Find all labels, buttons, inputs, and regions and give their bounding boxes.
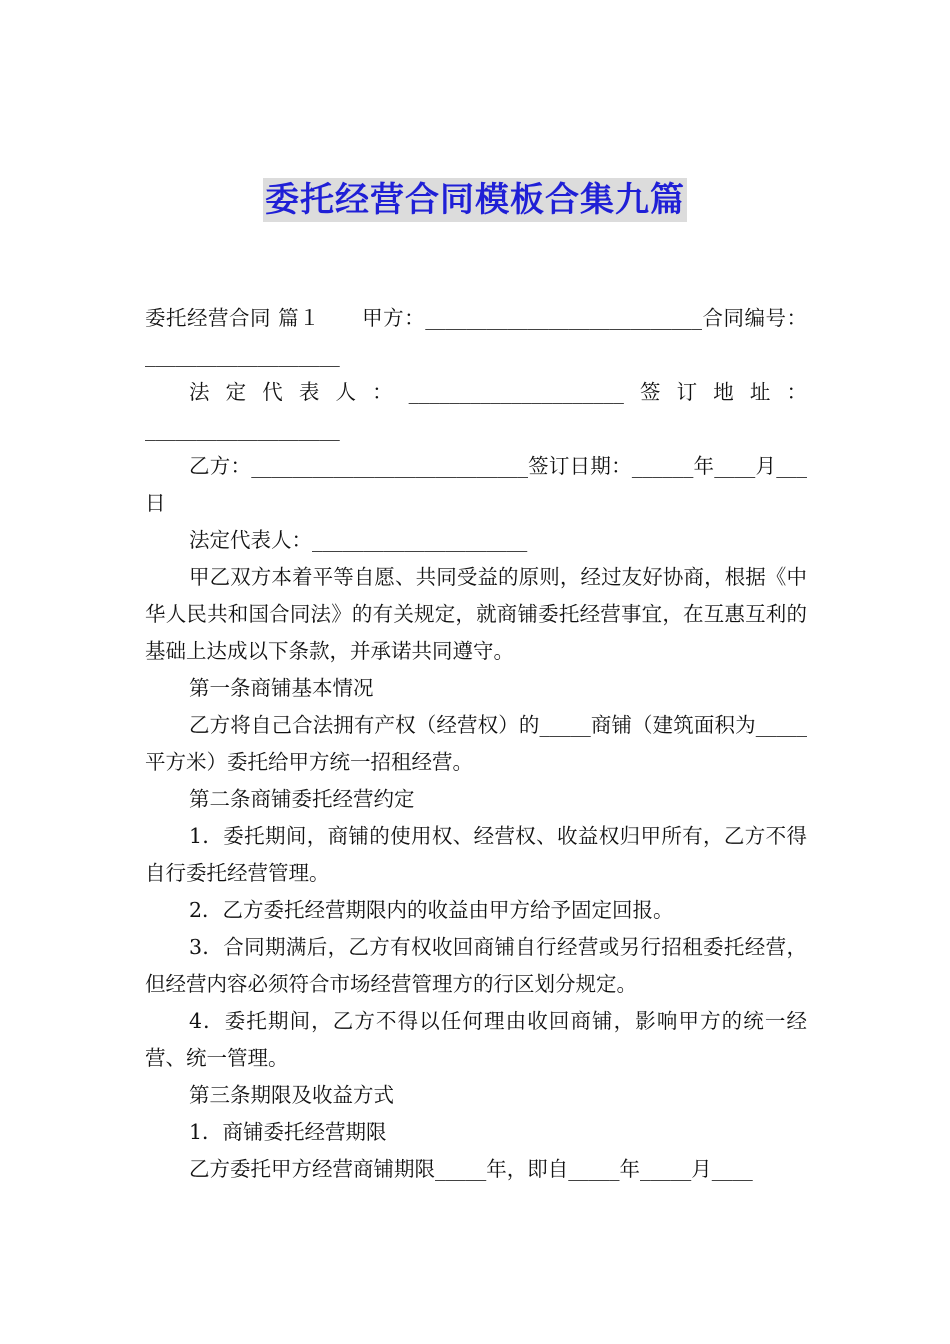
paragraph-party-b: 乙方：___________________________签订日期：______年____月___日	[145, 454, 807, 515]
heading-article-3: 第三条期限及收益方式	[189, 1083, 394, 1107]
paragraph-legal-rep-a: 法定代表人：_____________________签订地址：___________________	[145, 380, 807, 441]
paragraph-article-3-term: 乙方委托甲方经营商铺期限_____年，即自_____年_____月____	[189, 1157, 753, 1181]
heading-article-2: 第二条商铺委托经营约定	[189, 787, 415, 811]
paragraph-article-2-item-3: 3．合同期满后，乙方有权收回商铺自行经营或另行招租委托经营，但经营内容必须符合市场经营管理方的行区划分规定。	[145, 935, 807, 996]
title-container	[0, 178, 950, 222]
document-title: 委托经营合同模板合集九篇	[265, 180, 685, 220]
paragraph-article-2-item-2: 2．乙方委托经营期限内的收益由甲方给予固定回报。	[189, 898, 674, 922]
document-body	[145, 300, 807, 1188]
paragraph-legal-rep-b: 法定代表人：_____________________	[189, 528, 528, 552]
heading-article-1: 第一条商铺基本情况	[189, 676, 374, 700]
paragraph-article-3-item-1: 1．商铺委托经营期限	[189, 1120, 387, 1144]
paragraph-article-1-body: 乙方将自己合法拥有产权（经营权）的_____商铺（建筑面积为_____平方米）委托给甲方统一招租经营。	[145, 713, 807, 774]
paragraph-preamble: 甲乙双方本着平等自愿、共同受益的原则，经过友好协商，根据《中华人民共和国合同法》的有关规定，就商铺委托经营事宜，在互惠互利的基础上达成以下条款，并承诺共同遵守。	[145, 565, 807, 663]
paragraph-article-2-item-4: 4．委托期间，乙方不得以任何理由收回商铺，影响甲方的统一经营、统一管理。	[145, 1009, 807, 1070]
paragraph-header-parties: 委托经营合同 篇１ 甲方：___________________________合同编号：___________________	[145, 306, 807, 367]
paragraph-article-2-item-1: 1．委托期间，商铺的使用权、经营权、收益权归甲所有，乙方不得自行委托经营管理。	[145, 824, 807, 885]
